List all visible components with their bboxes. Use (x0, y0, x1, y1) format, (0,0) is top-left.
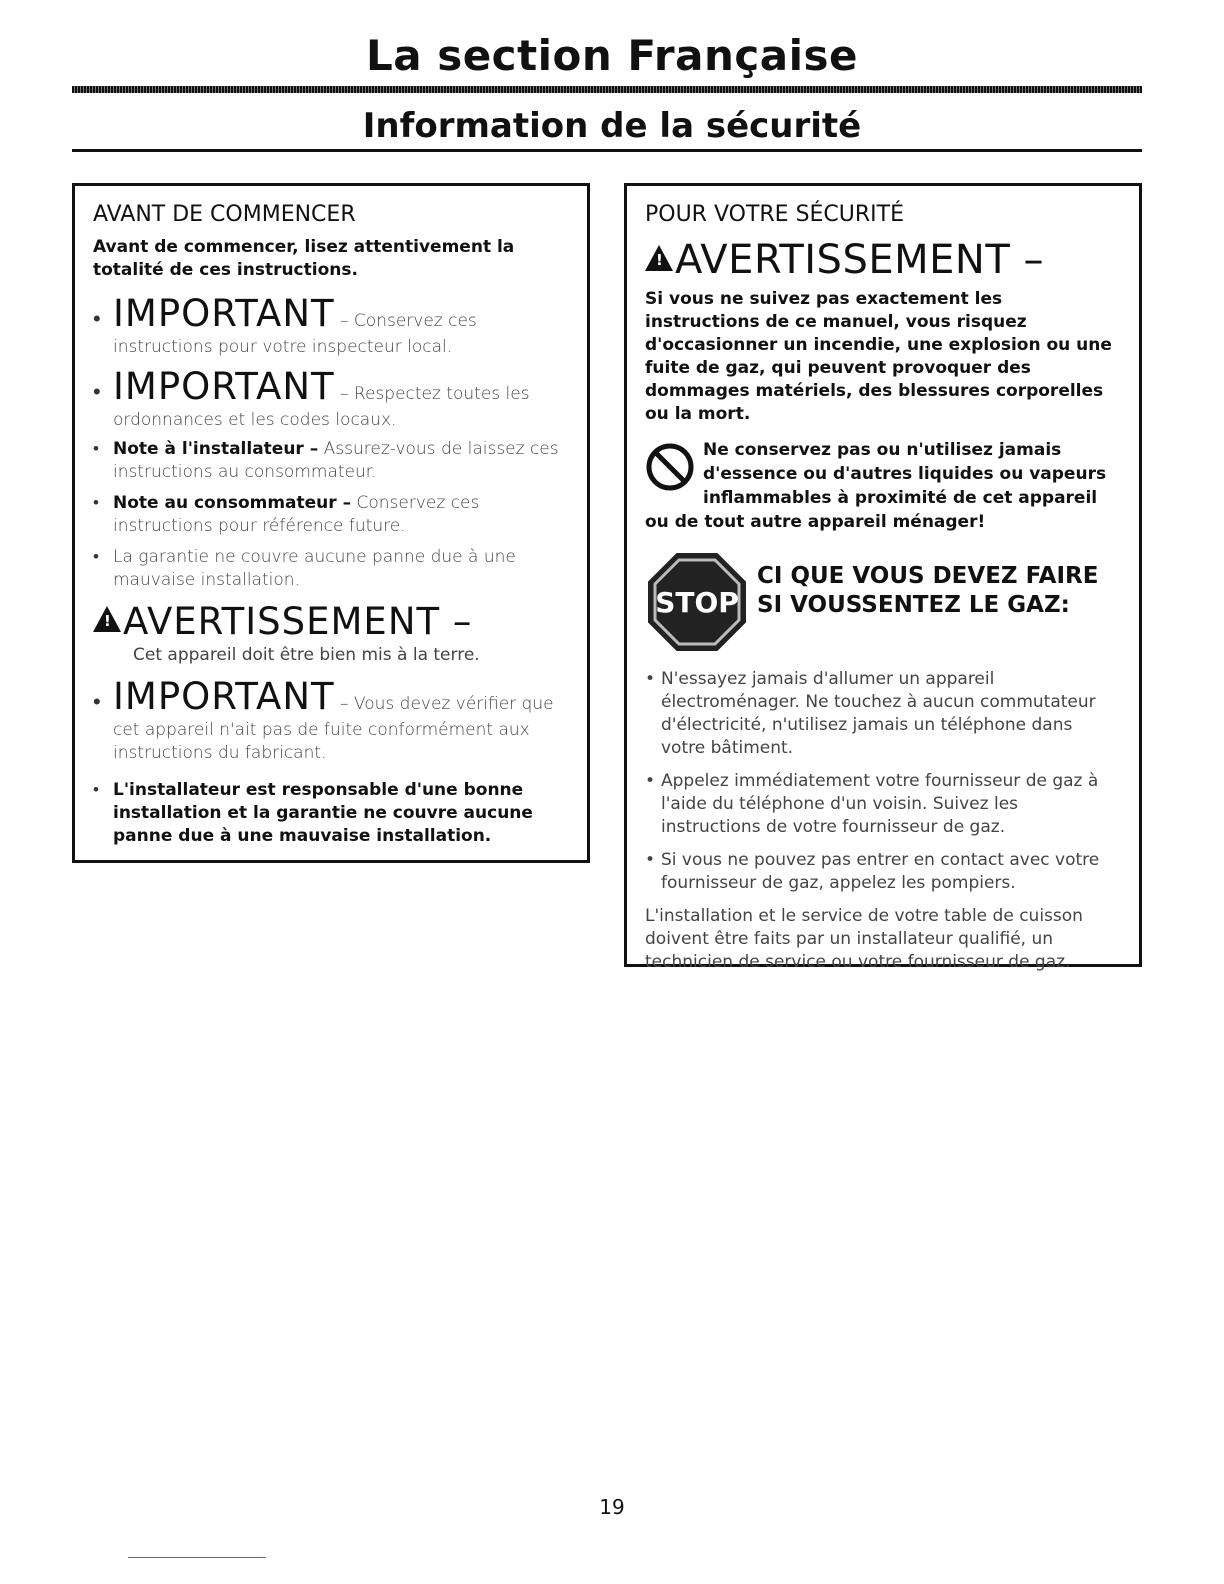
bullet-icon: • (93, 690, 101, 715)
gas-smell-heading: CI QUE VOUS DEVEZ FAIRE SI VOUSSENTEZ LE GAZ: (757, 563, 1099, 618)
item-text: Appelez immédiatement votre fournisseur de gaz à l'aide du téléphone d'un voisin. Suivez les instructions de votre fournisseur de gaz. (661, 771, 1099, 837)
warning-triangle-icon (93, 606, 121, 632)
list-item (93, 365, 569, 432)
item-text: La garantie ne couvre aucune panne due à une mauvaise installation. (113, 547, 516, 590)
important-label: IMPORTANT (113, 292, 335, 335)
title-divider-solid (72, 149, 1142, 152)
list-item (93, 438, 569, 484)
item-text: – Conservez ces instructions pour votre inspecteur local. (113, 311, 477, 357)
item-text: Si vous ne pouvez pas entrer en contact avec votre fournisseur de gaz, appelez les pompiers. (661, 850, 1100, 893)
list-item (93, 546, 569, 592)
stop-sign-icon (647, 552, 747, 652)
bullet-icon: • (93, 780, 99, 800)
item-text: Assurez-vous de laissez ces instructions au consommateur. (113, 439, 559, 482)
section-title: La section Française (365, 31, 859, 80)
lead-text: Avant de commencer, lisez attentivement la totalité de ces instructions. (93, 237, 515, 280)
prohibited-icon (645, 442, 695, 492)
for-your-safety-box (624, 183, 1142, 972)
important-label: IMPORTANT (113, 365, 335, 408)
page-number: 19 (599, 1495, 625, 1519)
bullet-icon: • (645, 850, 656, 870)
item-text: N'essayez jamais d'allumer un appareil électroménager. Ne touchez à aucun commutateur d'électricité, n'utilisez jamais un téléphone dans votre bâtiment. (661, 669, 1096, 758)
bullet-icon: • (645, 669, 656, 689)
notice-text: Ne conservez pas ou n'utilisez jamais d'essence ou d'autres liquides ou vapeurs inflammables à proximité de cet appareil (703, 440, 1107, 508)
bullet-icon: • (93, 307, 101, 332)
stop-sign-label: STOP (655, 586, 739, 619)
warning-triangle-icon (645, 245, 673, 271)
warning-heading (93, 600, 569, 644)
warning-text: Si vous ne suivez pas exactement les instructions de ce manuel, vous risquez d'occasionner un incendie, une explosion ou une fuite de gaz, qui peuvent provoquer des dommages matériels, des blessures corporelles ou la mort. (645, 289, 1112, 424)
bullet-icon: • (93, 380, 101, 405)
item-text: L'installateur est responsable d'une bonne installation et la garantie ne couvre aucune panne due à une mauvaise installation. (113, 780, 533, 846)
bullet-icon: • (645, 771, 656, 791)
item-text: – Respectez toutes les ordonnances et les codes locaux. (113, 384, 530, 430)
list-item (645, 668, 1121, 760)
list-item (93, 675, 569, 765)
list-item (645, 849, 1121, 895)
gas-smell-block (645, 548, 1121, 658)
item-text: – Vous devez vérifier que cet appareil n'ait pas de fuite conformément aux instructions du fabricant. (113, 694, 554, 763)
footer-rule (128, 1557, 266, 1558)
page-title: Information de la sécurité (362, 106, 862, 146)
important-label: IMPORTANT (113, 675, 335, 718)
item-label: Note au consommateur – (113, 493, 352, 513)
warning-text: Cet appareil doit être bien mis à la terre. (133, 645, 480, 665)
item-text: Conservez ces instructions pour référence future. (113, 493, 480, 536)
bullet-icon: • (93, 547, 99, 567)
notice-text-tail: ou de tout autre appareil ménager! (645, 512, 986, 532)
box-heading: POUR VOTRE SÉCURITÉ (645, 202, 905, 227)
warning-title: AVERTISSEMENT – (675, 237, 1044, 283)
list-item (93, 779, 569, 848)
item-label: Note à l'installateur – (113, 439, 319, 459)
before-you-begin-box (72, 183, 590, 863)
list-item (645, 770, 1121, 839)
warning-heading (645, 236, 1121, 284)
list-item (93, 292, 569, 359)
bullet-icon: • (93, 493, 99, 513)
closing-text: L'installation et le service de votre table de cuisson doivent être faits par un installateur qualifié, un technicien de service ou votre fournisseur de gaz. (645, 906, 1083, 972)
title-divider-dotted (72, 86, 1142, 93)
list-item (93, 492, 569, 538)
box-heading: AVANT DE COMMENCER (93, 202, 356, 227)
no-flammables-notice (645, 438, 1121, 534)
warning-title: AVERTISSEMENT – (123, 600, 473, 643)
bullet-icon: • (93, 439, 99, 459)
